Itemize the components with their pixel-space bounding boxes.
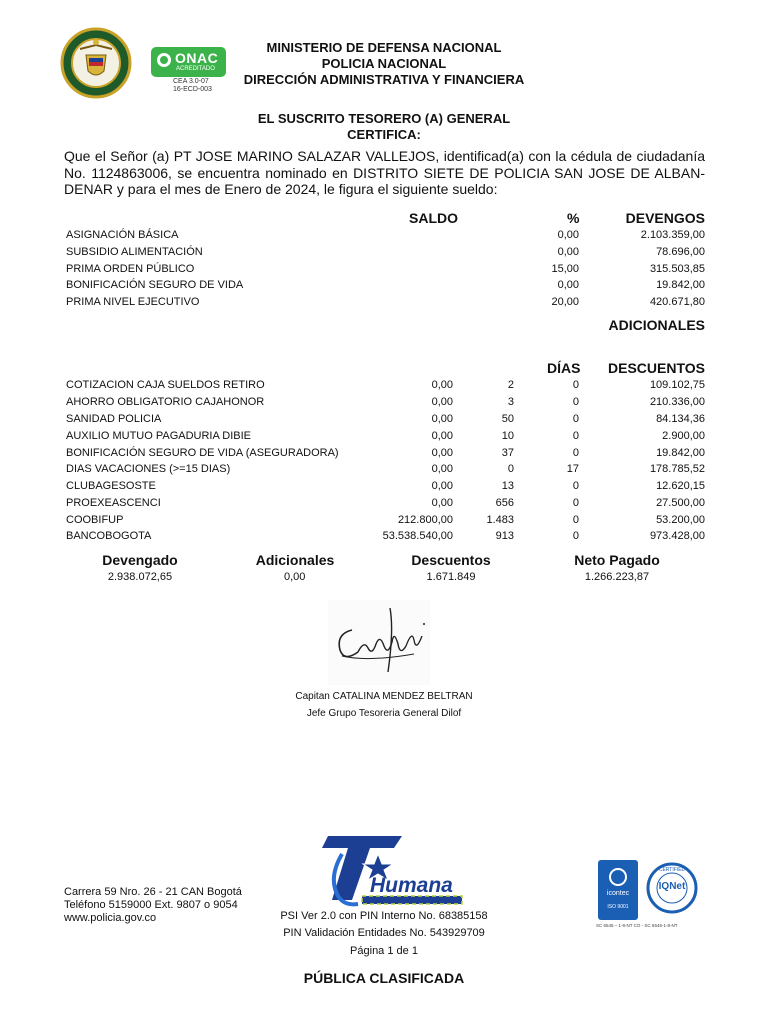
deduction-dias: 0 [572, 514, 579, 526]
icontec-logo [598, 860, 638, 920]
icontec-label: icontec [606, 890, 630, 897]
deduction-value: 84.134,36 [656, 413, 705, 425]
deduction-saldo: 0,00 [431, 396, 453, 408]
deduction-row [66, 411, 706, 427]
signer-name: Capitan CATALINA MENDEZ BELTRAN [295, 691, 473, 702]
earning-name: SUBSIDIO ALIMENTACIÓN [66, 246, 203, 258]
deduction-row [66, 377, 706, 393]
humana-logo [318, 834, 468, 910]
header-line-2: POLICIA NACIONAL [321, 56, 447, 71]
deduction-value: 27.500,00 [656, 497, 705, 509]
deduction-row [66, 445, 706, 461]
earning-pct: 0,00 [557, 229, 579, 241]
adicionales-heading: ADICIONALES [608, 317, 705, 333]
footer-address-2: Teléfono 5159000 Ext. 9807 o 9054 [64, 899, 238, 911]
pin-validacion: PIN Validación Entidades No. 543929709 [283, 927, 485, 939]
title-line-1: EL SUSCRITO TESORERO (A) GENERAL [257, 111, 511, 126]
iqnet-certified: CERTIFIED [658, 867, 686, 873]
iqnet-logo [646, 862, 698, 914]
deduction-name: DIAS VACACIONES (>=15 DIAS) [66, 463, 231, 475]
intro-paragraph: Que el Señor (a) PT JOSE MARINO SALAZAR VALLEJOS, identificad(a) con la cédula de ciudadanía No. 1124863006, se encuentra nominado en DISTRITO SIETE DE POLICIA SAN JOSE DE ALBAN-DENAR y para el mes de Enero de 2024, le figura el siguiente sueldo: [64, 148, 705, 197]
deduction-entity: 0 [507, 463, 514, 475]
earning-name: PRIMA ORDEN PÚBLICO [66, 263, 195, 275]
onac-code-2: 16-ECD-003 [173, 86, 212, 93]
deduction-value: 109.102,75 [649, 379, 705, 391]
col-saldo: SALDO [409, 210, 458, 226]
deduction-row [66, 428, 706, 444]
total-adicionales-label: Adicionales [255, 552, 335, 568]
cert-codes: SC 6545 – 1-8-NT CO - SC 6545-1-8-NT [596, 923, 678, 928]
earning-row [66, 261, 706, 277]
signer-role: Jefe Grupo Tesoreria General Dilof [306, 708, 462, 719]
earning-pct: 0,00 [557, 246, 579, 258]
earning-pct: 15,00 [551, 263, 579, 275]
humana-logo-text: Humana [370, 874, 453, 897]
deduction-row [66, 478, 706, 494]
deduction-dias: 0 [572, 379, 579, 391]
footer-address-1: Carrera 59 Nro. 26 - 21 CAN Bogotá [64, 886, 242, 898]
earning-row [66, 294, 706, 310]
deduction-name: COOBIFUP [66, 514, 124, 526]
deduction-entity: 1.483 [486, 514, 514, 526]
deduction-saldo: 0,00 [431, 379, 453, 391]
deduction-dias: 0 [572, 480, 579, 492]
footer-website: www.policia.gov.co [64, 912, 157, 924]
earning-row [66, 244, 706, 260]
onac-sub: ACREDITADO [176, 66, 215, 72]
deduction-name: AHORRO OBLIGATORIO CAJAHONOR [66, 396, 265, 408]
deduction-row [66, 512, 706, 528]
onac-code-1: CEA 3.0-07 [173, 78, 209, 85]
deduction-row [66, 394, 706, 410]
earning-name: PRIMA NIVEL EJECUTIVO [66, 296, 200, 308]
signature-image [328, 600, 430, 685]
deduction-dias: 0 [572, 530, 579, 542]
onac-brand: ONAC [175, 50, 219, 66]
earning-value: 315.503,85 [649, 263, 705, 275]
deduction-name: BANCOBOGOTA [66, 530, 152, 542]
col-dias: DÍAS [547, 360, 581, 376]
deduction-dias: 17 [566, 463, 579, 475]
deduction-name: SANIDAD POLICIA [66, 413, 162, 425]
total-descuentos-label: Descuentos [411, 552, 491, 568]
earning-name: BONIFICACIÓN SEGURO DE VIDA [66, 279, 244, 291]
col-descuentos: DESCUENTOS [608, 360, 705, 376]
deduction-value: 12.620,15 [656, 480, 705, 492]
deduction-value: 19.842,00 [656, 447, 705, 459]
deduction-value: 210.336,00 [649, 396, 705, 408]
deduction-saldo: 212.800,00 [397, 514, 453, 526]
earning-value: 78.696,00 [656, 246, 705, 258]
earning-value: 19.842,00 [656, 279, 705, 291]
total-adicionales-value: 0,00 [284, 571, 306, 583]
earning-value: 420.671,80 [649, 296, 705, 308]
title-line-2: CERTIFICA: [347, 127, 421, 142]
header-line-3: DIRECCIÓN ADMINISTRATIVA Y FINANCIERA [243, 72, 525, 87]
deduction-row [66, 495, 706, 511]
col-devengos: DEVENGOS [625, 210, 705, 226]
deduction-value: 178.785,52 [649, 463, 705, 475]
deduction-row [66, 461, 706, 477]
deduction-saldo: 0,00 [431, 413, 453, 425]
deduction-value: 2.900,00 [662, 430, 705, 442]
deduction-entity: 656 [495, 497, 514, 509]
total-neto-value: 1.266.223,87 [584, 571, 650, 583]
page-number: Página 1 de 1 [350, 945, 418, 957]
deduction-saldo: 0,00 [431, 480, 453, 492]
iso-label: ISO 9001 [607, 904, 629, 910]
deduction-entity: 913 [495, 530, 514, 542]
total-neto-label: Neto Pagado [574, 552, 660, 568]
deduction-value: 53.200,00 [656, 514, 705, 526]
header-line-1: MINISTERIO DE DEFENSA NACIONAL [266, 40, 502, 55]
pin-interno: PSI Ver 2.0 con PIN Interno No. 68385158 [280, 910, 488, 922]
earning-name: ASIGNACIÓN BÁSICA [66, 229, 179, 241]
earning-pct: 20,00 [551, 296, 579, 308]
total-devengado-value: 2.938.072,65 [107, 571, 173, 583]
deduction-entity: 2 [507, 379, 514, 391]
deduction-row [66, 528, 706, 544]
deduction-name: BONIFICACIÓN SEGURO DE VIDA (ASEGURADORA) [66, 447, 339, 459]
classification: PÚBLICA CLASIFICADA [303, 970, 465, 986]
total-devengado-label: Devengado [102, 552, 178, 568]
deduction-saldo: 0,00 [431, 463, 453, 475]
iqnet-label: IQNet [658, 881, 686, 892]
deduction-saldo: 53.538.540,00 [382, 530, 453, 542]
deduction-entity: 3 [507, 396, 514, 408]
deduction-dias: 0 [572, 430, 579, 442]
deduction-saldo: 0,00 [431, 497, 453, 509]
deduction-dias: 0 [572, 447, 579, 459]
total-descuentos-value: 1.671.849 [426, 571, 476, 583]
deduction-dias: 0 [572, 413, 579, 425]
earning-row [66, 227, 706, 243]
deduction-entity: 50 [501, 413, 514, 425]
deduction-dias: 0 [572, 497, 579, 509]
col-pct: % [567, 210, 580, 226]
deduction-dias: 0 [572, 396, 579, 408]
deduction-value: 973.428,00 [649, 530, 705, 542]
deduction-saldo: 0,00 [431, 430, 453, 442]
earning-value: 2.103.359,00 [640, 229, 705, 241]
deduction-name: AUXILIO MUTUO PAGADURIA DIBIE [66, 430, 251, 442]
deduction-entity: 13 [501, 480, 514, 492]
deduction-name: CLUBAGESOSTE [66, 480, 156, 492]
earning-pct: 0,00 [557, 279, 579, 291]
deduction-entity: 10 [501, 430, 514, 442]
deduction-entity: 37 [501, 447, 514, 459]
earning-row [66, 277, 706, 293]
deduction-name: PROEXEASCENCI [66, 497, 161, 509]
deduction-saldo: 0,00 [431, 447, 453, 459]
icontec-symbol-icon [609, 868, 627, 886]
deduction-name: COTIZACION CAJA SUELDOS RETIRO [66, 379, 265, 391]
